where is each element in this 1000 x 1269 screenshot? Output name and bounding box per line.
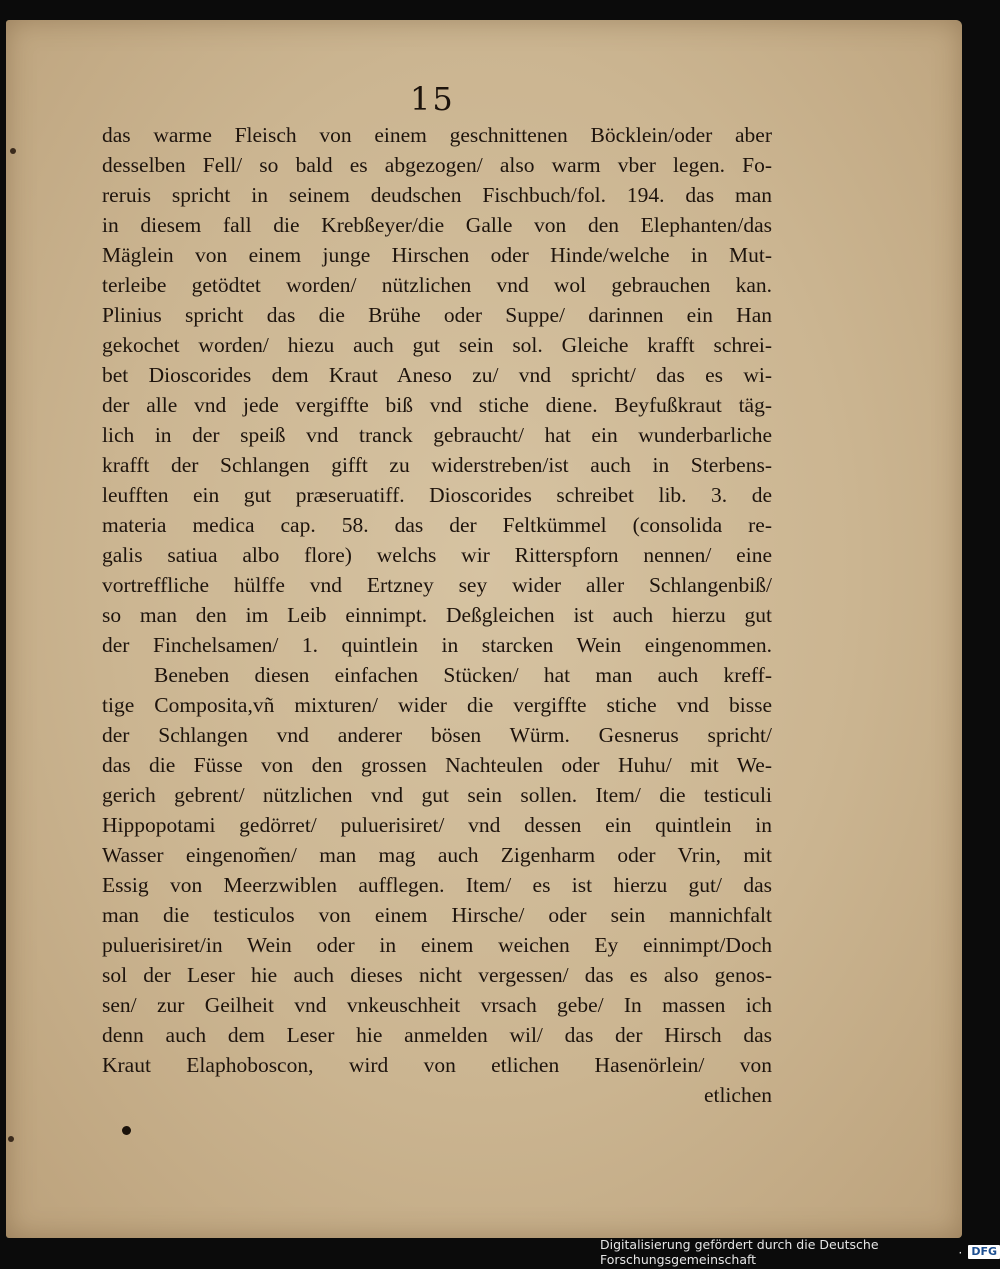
body-text bbox=[102, 120, 772, 1110]
footer-separator: · bbox=[958, 1244, 963, 1260]
text-line: terleibe getödtet worden/ nützlichen vnd wol gebrauchen kan. bbox=[102, 273, 772, 297]
ink-spot-small bbox=[8, 1136, 14, 1142]
text-line: krafft der Schlangen gifft zu widerstreben/ist auch in Sterbens- bbox=[102, 453, 772, 477]
text-line: in diesem fall die Krebßeyer/die Galle von den Elephanten/das bbox=[102, 213, 772, 237]
text-line: bet Dioscorides dem Kraut Aneso zu/ vnd spricht/ das es wi- bbox=[102, 363, 772, 387]
text-line: desselben Fell/ so bald es abgezogen/ also warm vber legen. Fo- bbox=[102, 153, 772, 177]
text-line: man die testiculos von einem Hirsche/ oder sein mannichfalt bbox=[102, 903, 772, 927]
text-line: der Finchelsamen/ 1. quintlein in starcken Wein eingenommen. bbox=[102, 633, 772, 657]
footer-credit bbox=[600, 1237, 1000, 1267]
text-line: vortreffliche hülffe vnd Ertzney sey wider aller Schlangenbiß/ bbox=[102, 573, 772, 597]
dfg-logo-icon: DFG bbox=[968, 1245, 1000, 1259]
text-line: denn auch dem Leser hie anmelden wil/ das der Hirsch das bbox=[102, 1023, 772, 1047]
book-page bbox=[6, 20, 962, 1238]
text-line: materia medica cap. 58. das der Feltkümmel (consolida re- bbox=[102, 513, 772, 537]
ink-spot-small bbox=[10, 148, 16, 154]
text-line: Hippopotami gedörret/ puluerisiret/ vnd dessen ein quintlein in bbox=[102, 813, 772, 837]
text-line: Beneben diesen einfachen Stücken/ hat man auch kreff- bbox=[154, 663, 772, 687]
text-line: leufften ein gut præseruatiff. Dioscorides schreibet lib. 3. de bbox=[102, 483, 772, 507]
text-line: der Schlangen vnd anderer bösen Würm. Gesnerus spricht/ bbox=[102, 723, 772, 747]
text-line: der alle vnd jede vergiffte biß vnd stiche diene. Beyfußkraut täg- bbox=[102, 393, 772, 417]
text-line: etlichen bbox=[703, 1083, 772, 1107]
page-number: 15 bbox=[410, 80, 455, 118]
footer-credit-text: Digitalisierung gefördert durch die Deutsche Forschungsgemeinschaft bbox=[600, 1237, 879, 1267]
text-line: gerich gebrent/ nützlichen vnd gut sein sollen. Item/ die testiculi bbox=[102, 783, 772, 807]
text-line: sol der Leser hie auch dieses nicht vergessen/ das es also genos- bbox=[102, 963, 772, 987]
text-line: gekochet worden/ hiezu auch gut sein sol. Gleiche krafft schrei- bbox=[102, 333, 772, 357]
text-line: tige Composita,vñ mixturen/ wider die vergiffte stiche vnd bisse bbox=[102, 693, 772, 717]
text-line: Mäglein von einem junge Hirschen oder Hinde/welche in Mut- bbox=[102, 243, 772, 267]
text-line: lich in der speiß vnd tranck gebraucht/ hat ein wunderbarliche bbox=[102, 423, 772, 447]
text-line: Essig von Meerzwiblen aufflegen. Item/ es ist hierzu gut/ das bbox=[102, 873, 772, 897]
text-line: das warme Fleisch von einem geschnittenen Böcklein/oder aber bbox=[102, 123, 772, 147]
ink-spot bbox=[122, 1126, 131, 1135]
text-line: galis satiua albo flore) welchs wir Ritterspforn nennen/ eine bbox=[102, 543, 772, 567]
text-line: Plinius spricht das die Brühe oder Suppe/ darinnen ein Han bbox=[102, 303, 772, 327]
text-line: das die Füsse von den grossen Nachteulen oder Huhu/ mit We- bbox=[102, 753, 772, 777]
text-line: sen/ zur Geilheit vnd vnkeuschheit vrsach gebe/ In massen ich bbox=[102, 993, 772, 1017]
text-line: reruis spricht in seinem deudschen Fischbuch/fol. 194. das man bbox=[102, 183, 772, 207]
text-line: Kraut Elaphoboscon, wird von etlichen Hasenörlein/ von bbox=[102, 1053, 772, 1077]
text-line: so man den im Leib einnimpt. Deßgleichen ist auch hierzu gut bbox=[102, 603, 772, 627]
text-line: puluerisiret/in Wein oder in einem weichen Ey einnimpt/Doch bbox=[102, 933, 772, 957]
text-line: Wasser eingenom̃en/ man mag auch Zigenharm oder Vrin, mit bbox=[102, 843, 772, 867]
